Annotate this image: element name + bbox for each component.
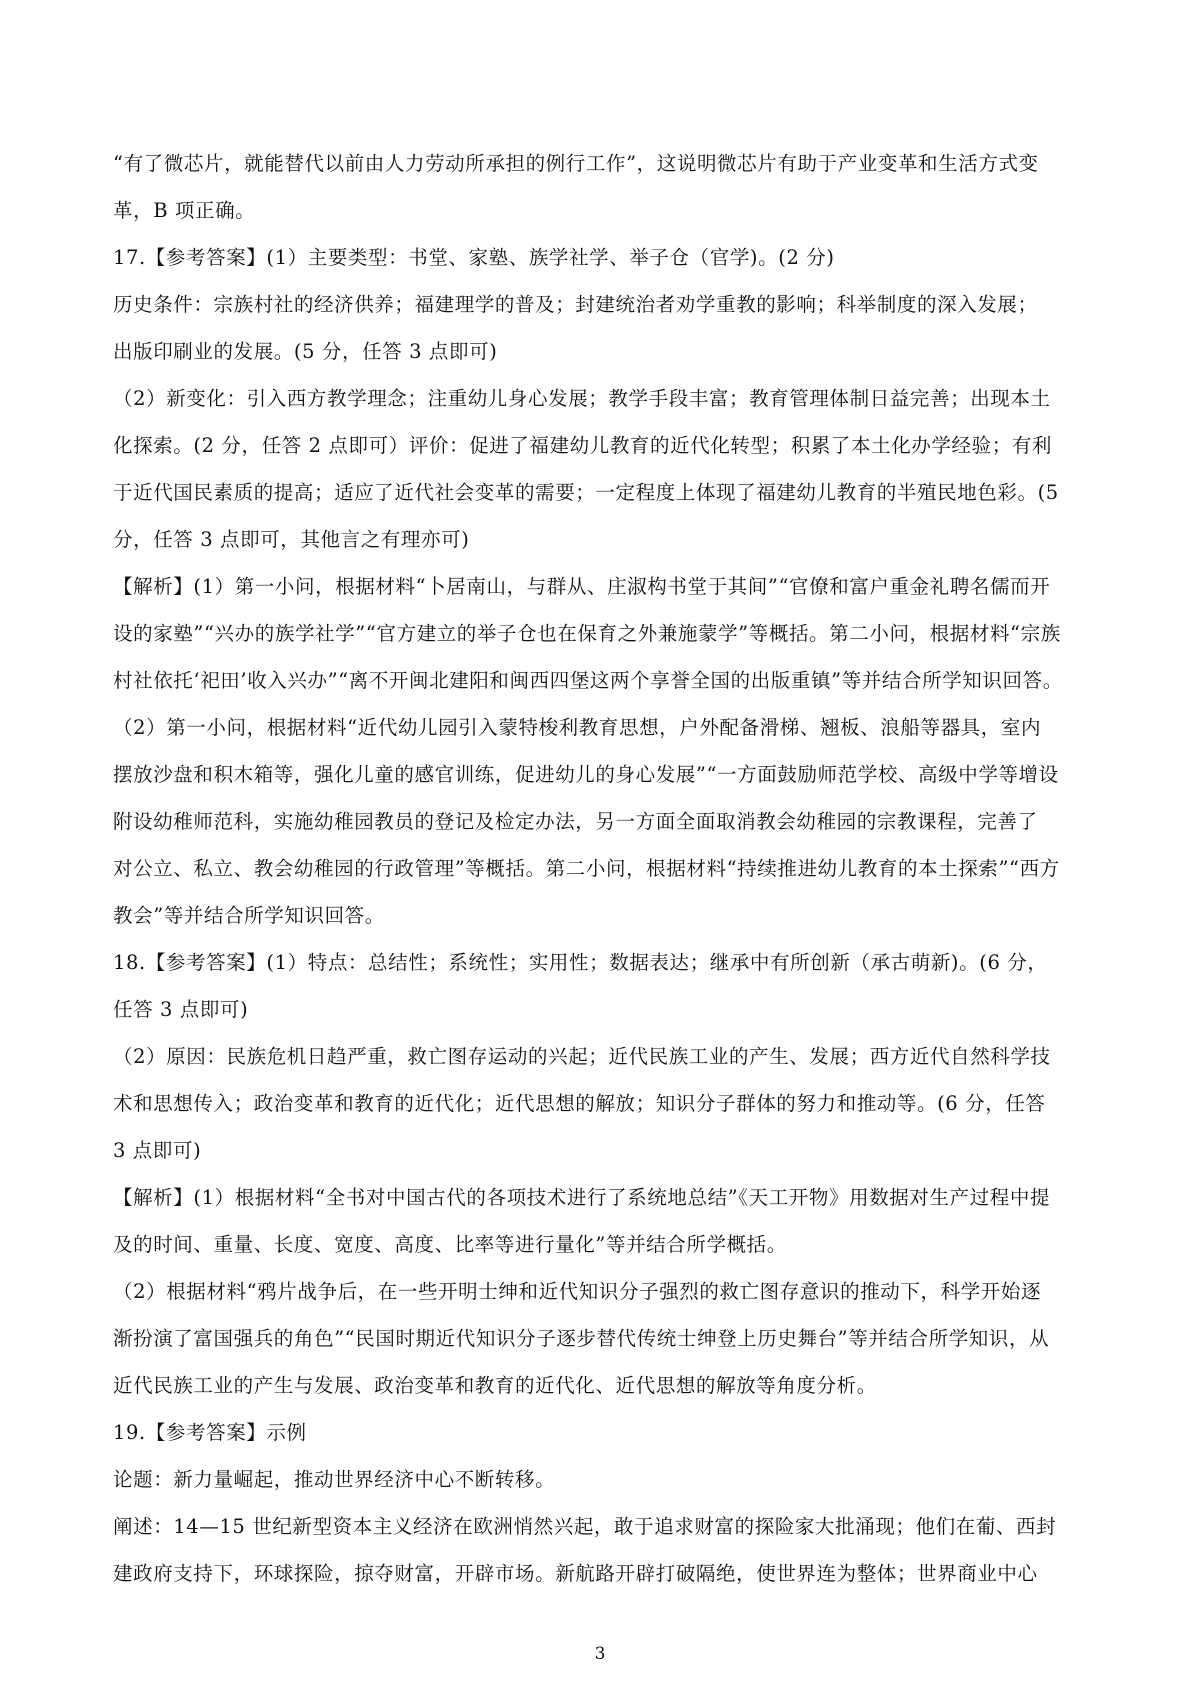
text-line: 分，任答 3 点即可，其他言之有理亦可) bbox=[113, 528, 470, 551]
answer-text-body bbox=[113, 146, 1093, 1603]
text-line: 革，B 项正确。 bbox=[113, 199, 256, 222]
text-line: 近代民族工业的产生与发展、政治变革和教育的近代化、近代思想的解放等角度分析。 bbox=[113, 1374, 877, 1397]
text-line: 18.【参考答案】(1）特点：总结性；系统性；实用性；数据表达；继承中有所创新（承古萌新)。(6 分， bbox=[113, 951, 1048, 974]
text-line: 19.【参考答案】示例 bbox=[113, 1421, 307, 1444]
text-line: （2）第一小问，根据材料“近代幼儿园引入蒙特梭利教育思想，户外配备滑梯、翘板、浪船等器具，室内 bbox=[113, 716, 1042, 739]
text-line: 设的家塾”“兴办的族学社学”“官方建立的举子仓也在保育之外兼施蒙学”等概括。第二小问，根据材料“宗族 bbox=[113, 622, 1061, 645]
text-line: 对公立、私立、教会幼稚园的行政管理”等概括。第二小问，根据材料“持续推进幼儿教育的本土探索”“西方 bbox=[113, 857, 1060, 880]
text-line: 【解析】(1）根据材料“全书对中国古代的各项技术进行了系统地总结”《天工开物》用数据对生产过程中提 bbox=[113, 1186, 1051, 1209]
text-line: 附设幼稚师范科，实施幼稚园教员的登记及检定办法，另一方面全面取消教会幼稚园的宗教课程，完善了 bbox=[113, 810, 1038, 833]
text-line: 任答 3 点即可) bbox=[113, 998, 249, 1021]
text-line: 阐述：14—15 世纪新型资本主义经济在欧洲悄然兴起，敢于追求财富的探险家大批涌现；他们在葡、西封 bbox=[113, 1515, 1057, 1538]
text-line: 历史条件：宗族村社的经济供养；福建理学的普及；封建统治者劝学重教的影响；科举制度的深入发展； bbox=[113, 293, 1038, 316]
text-line: 教会”等并结合所学知识回答。 bbox=[113, 904, 385, 927]
text-line: 及的时间、重量、长度、宽度、高度、比率等进行量化”等并结合所学概括。 bbox=[113, 1233, 787, 1256]
text-line: 【解析】(1）第一小问，根据材料“卜居南山，与群从、庄淑构书堂于其间”“官僚和富户重金礼聘名儒而开 bbox=[113, 575, 1051, 598]
text-line: “有了微芯片，就能替代以前由人力劳动所承担的例行工作”，这说明微芯片有助于产业变革和生活方式变 bbox=[113, 152, 1039, 175]
text-line: （2）原因：民族危机日趋严重，救亡图存运动的兴起；近代民族工业的产生、发展；西方近代自然科学技 bbox=[113, 1045, 1051, 1068]
text-line: （2）根据材料“鸦片战争后，在一些开明士绅和近代知识分子强烈的救亡图存意识的推动下，科学开始逐 bbox=[113, 1280, 1042, 1303]
text-line: 村社依托‘祀田’收入兴办”“离不开闽北建阳和闽西四堡这两个享誉全国的出版重镇”等并结合所学知识回答。 bbox=[113, 669, 1063, 692]
text-line: 化探索。(2 分，任答 2 点即可）评价：促进了福建幼儿教育的近代化转型；积累了本土化办学经验；有利 bbox=[113, 434, 1053, 457]
text-line: （2）新变化：引入西方教学理念；注重幼儿身心发展；教学手段丰富；教育管理体制日益完善；出现本土 bbox=[113, 387, 1051, 410]
text-line: 3 点即可) bbox=[113, 1139, 202, 1162]
text-line: 论题：新力量崛起，推动世界经济中心不断转移。 bbox=[113, 1468, 556, 1491]
text-line: 出版印刷业的发展。(5 分，任答 3 点即可) bbox=[113, 340, 498, 363]
text-line: 17.【参考答案】(1）主要类型：书堂、家塾、族学社学、举子仓（官学)。(2 分) bbox=[113, 246, 835, 269]
text-line: 建政府支持下，环球探险，掠夺财富，开辟市场。新航路开辟打破隔绝，使世界连为整体；世界商业中心 bbox=[113, 1562, 1038, 1585]
page-number: 3 bbox=[594, 1644, 606, 1664]
text-line: 于近代国民素质的提高；适应了近代社会变革的需要；一定程度上体现了福建幼儿教育的半殖民地色彩。(5 bbox=[113, 481, 1059, 504]
text-line: 渐扮演了富国强兵的角色”“民国时期近代知识分子逐步替代传统士绅登上历史舞台”等并结合所学知识，从 bbox=[113, 1327, 1050, 1350]
text-line: 术和思想传入；政治变革和教育的近代化；近代思想的解放；知识分子群体的努力和推动等。(6 分，任答 bbox=[113, 1092, 1046, 1115]
text-line: 摆放沙盘和积木箱等，强化儿童的感官训练，促进幼儿的身心发展”“一方面鼓励师范学校、高级中学等增设 bbox=[113, 763, 1059, 786]
